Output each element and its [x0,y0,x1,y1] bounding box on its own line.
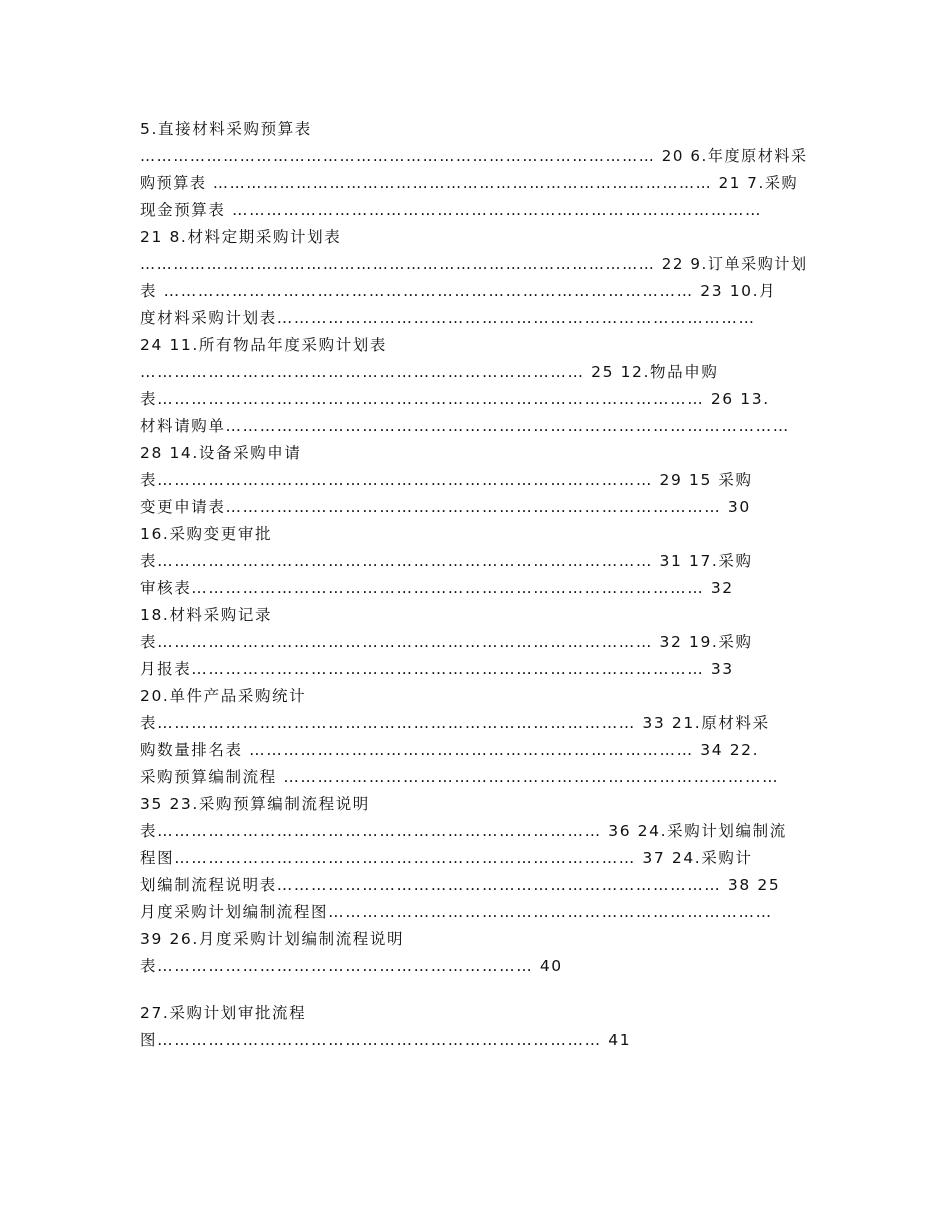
toc-line: 18.材料采购记录 [140,606,273,624]
toc-line: 16.采购变更审批 [140,525,273,543]
toc-line: ………………………………………………………………………………… 22 9.订单采购计划 [140,255,808,273]
toc-line: 28 14.设备采购申请 [140,444,302,462]
toc-line: 表………………………………………………………………………… 33 21.原材料采 [140,714,770,732]
toc-line: 表…………………………………………………………………… 36 24.采购计划编制流 [140,822,787,840]
toc-line: 材料请购单……………………………………………………………………………………… [140,417,790,435]
toc-line: 5.直接材料采购预算表 [140,120,312,138]
toc-line: 表………………………………………………………… 40 [140,957,563,975]
toc-line: 度材料采购计划表………………………………………………………………………… [140,309,756,327]
toc-line: 表…………………………………………………………………………… 29 15 采购 [140,471,753,489]
toc-line: …………………………………………………………………… 25 12.物品申购 [140,363,719,381]
toc-line: 21 8.材料定期采购计划表 [140,228,342,246]
toc-line: 程图……………………………………………………………………… 37 24.采购计 [140,849,753,867]
toc-line: 表…………………………………………………………………………………… 26 13. [140,390,770,408]
toc-line: 购预算表 ……………………………………………………………………………… 21 7.采购 [140,174,799,192]
toc-line: 24 11.所有物品年度采购计划表 [140,336,388,354]
toc-line: 20.单件产品采购统计 [140,687,307,705]
toc-line: 35 23.采购预算编制流程说明 [140,795,370,813]
toc-line: 采购预算编制流程 …………………………………………………………………………… [140,768,780,786]
toc-line: 27.采购计划审批流程 [140,1004,307,1022]
toc-line: 月度采购计划编制流程图…………………………………………………………………… [140,903,773,921]
toc-line: 划编制流程说明表…………………………………………………………………… 38 25 [140,876,781,894]
toc-line: 39 26.月度采购计划编制流程说明 [140,930,405,948]
toc-line: 表…………………………………………………………………………… 32 19.采购 [140,633,753,651]
toc-line: 图…………………………………………………………………… 41 [140,1031,632,1049]
toc-line: 表…………………………………………………………………………… 31 17.采购 [140,552,753,570]
toc-line: 审核表……………………………………………………………………………… 32 [140,579,734,597]
toc-line: ………………………………………………………………………………… 20 6.年度原材料采 [140,147,808,165]
toc-line: 购数量排名表 …………………………………………………………………… 34 22. [140,741,760,759]
toc-line: 变更申请表…………………………………………………………………………… 30 [140,498,751,516]
toc-line: 现金预算表 ………………………………………………………………………………… [140,201,763,219]
toc-line: 表 ………………………………………………………………………………… 23 10.月 [140,282,777,300]
toc-line: 月报表……………………………………………………………………………… 33 [140,660,734,678]
